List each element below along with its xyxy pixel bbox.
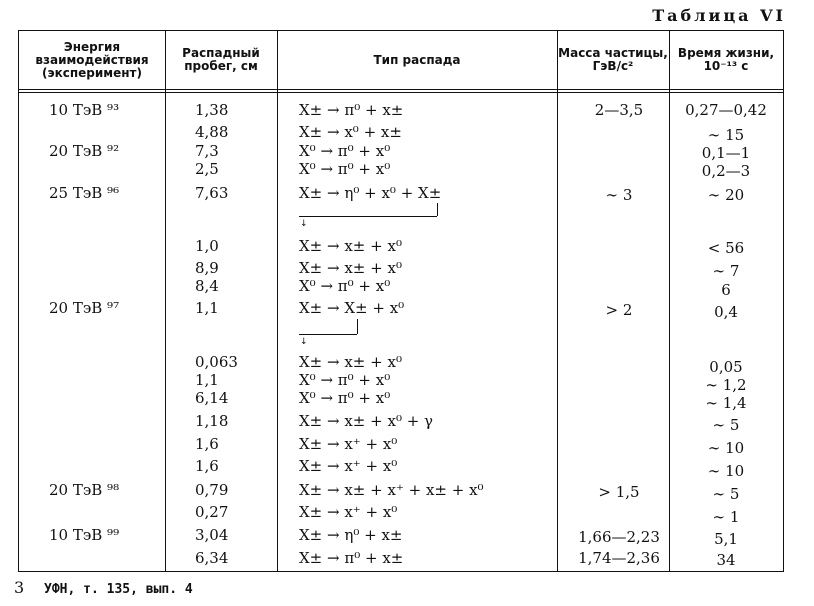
life-cell: ∼ 5: [712, 485, 740, 503]
mass-cell: 2—3,5: [594, 101, 644, 119]
header-life: Время жизни, 10⁻¹³ с: [677, 46, 775, 73]
decay-type-cell: X± → x⁺ + x⁰: [299, 503, 398, 521]
range-cell: 7,63: [195, 184, 229, 202]
mass-cell: ∼ 3: [605, 186, 633, 204]
life-cell: ∼ 15: [707, 126, 745, 144]
decay-type-cell: X⁰ → π⁰ + x⁰: [299, 277, 391, 295]
decay-type-cell: X± → x⁰ + x±: [299, 123, 402, 141]
range-cell: 0,79: [195, 481, 229, 499]
life-cell: < 56: [707, 239, 745, 257]
range-cell: 2,5: [195, 160, 219, 178]
life-cell: ∼ 10: [707, 462, 745, 480]
life-cell: ∼ 7: [712, 262, 740, 280]
decay-link-bracket: [299, 216, 437, 217]
header-range: Распадный пробег, см: [182, 46, 260, 73]
down-arrow-icon: ↓: [300, 337, 308, 347]
decay-type-cell: X± → x± + x⁰: [299, 237, 402, 255]
decay-link-bracket: [299, 334, 357, 335]
life-cell: ∼ 1: [712, 508, 740, 526]
column-divider: [165, 31, 166, 571]
life-cell: 0,05: [709, 358, 743, 376]
life-cell: 6: [721, 281, 731, 299]
journal-reference: УФН, т. 135, вып. 4: [44, 582, 193, 597]
range-cell: 8,9: [195, 259, 219, 277]
decay-type-cell: X⁰ → π⁰ + x⁰: [299, 160, 391, 178]
energy-cell: 10 ТэВ ⁹⁹: [49, 526, 120, 544]
range-cell: 1,6: [195, 457, 219, 475]
life-cell: 0,4: [714, 303, 738, 321]
energy-cell: 10 ТэВ ⁹³: [49, 101, 120, 119]
header-mass: Масса частицы, ГэВ/с²: [558, 46, 668, 73]
life-cell: ∼ 1,4: [705, 394, 747, 412]
range-cell: 1,1: [195, 299, 219, 317]
range-cell: 1,6: [195, 435, 219, 453]
decay-type-cell: X⁰ → π⁰ + x⁰: [299, 142, 391, 160]
page-footer: [14, 578, 193, 597]
page-number: 3: [14, 578, 25, 597]
header-divider: [19, 92, 783, 93]
life-cell: ∼ 5: [712, 416, 740, 434]
mass-cell: 1,74—2,36: [578, 549, 660, 567]
decay-table: [18, 30, 784, 572]
decay-type-cell: X⁰ → π⁰ + x⁰: [299, 371, 391, 389]
decay-type-cell: X± → π⁰ + x±: [299, 549, 404, 567]
range-cell: 0,27: [195, 503, 229, 521]
table-caption: Таблица VI: [652, 6, 786, 25]
column-divider: [277, 31, 278, 571]
energy-cell: 25 ТэВ ⁹⁶: [49, 184, 120, 202]
life-cell: 0,1—1: [701, 144, 751, 162]
energy-cell: 20 ТэВ ⁹⁸: [49, 481, 120, 499]
decay-type-cell: X± → π⁰ + x±: [299, 101, 404, 119]
range-cell: 1,38: [195, 101, 229, 119]
range-cell: 1,18: [195, 412, 229, 430]
header-energy: Энергия взаимодействия (эксперимент): [35, 39, 149, 80]
range-cell: 1,0: [195, 237, 219, 255]
header-type: Тип распада: [373, 52, 461, 67]
life-cell: 0,27—0,42: [685, 101, 767, 119]
life-cell: 5,1: [714, 530, 738, 548]
life-cell: 0,2—3: [701, 162, 751, 180]
mass-cell: > 1,5: [598, 483, 640, 501]
decay-link-bracket: [357, 319, 358, 334]
decay-link-bracket: [437, 203, 438, 216]
life-cell: ∼ 1,2: [705, 376, 747, 394]
range-cell: 4,88: [195, 123, 229, 141]
decay-type-cell: X± → X± + x⁰: [299, 299, 405, 317]
life-cell: ∼ 20: [707, 186, 745, 204]
decay-type-cell: X⁰ → π⁰ + x⁰: [299, 389, 391, 407]
header-divider: [19, 89, 783, 90]
down-arrow-icon: ↓: [300, 219, 308, 229]
decay-type-cell: X± → x± + x⁰ + γ: [299, 412, 434, 430]
decay-type-cell: X± → x± + x⁰: [299, 353, 402, 371]
energy-cell: 20 ТэВ ⁹²: [49, 142, 120, 160]
mass-cell: 1,66—2,23: [578, 528, 660, 546]
life-cell: 34: [716, 551, 736, 569]
decay-type-cell: X± → x± + x⁰: [299, 259, 402, 277]
decay-type-cell: X± → x⁺ + x⁰: [299, 435, 398, 453]
range-cell: 0,063: [195, 353, 238, 371]
range-cell: 6,14: [195, 389, 229, 407]
decay-type-cell: X± → η⁰ + x⁰ + X±: [299, 184, 442, 202]
range-cell: 6,34: [195, 549, 229, 567]
decay-type-cell: X± → x⁺ + x⁰: [299, 457, 398, 475]
life-cell: ∼ 10: [707, 439, 745, 457]
range-cell: 7,3: [195, 142, 219, 160]
column-divider: [557, 31, 558, 571]
decay-type-cell: X± → η⁰ + x±: [299, 526, 403, 544]
mass-cell: > 2: [605, 301, 633, 319]
range-cell: 3,04: [195, 526, 229, 544]
energy-cell: 20 ТэВ ⁹⁷: [49, 299, 120, 317]
range-cell: 1,1: [195, 371, 219, 389]
range-cell: 8,4: [195, 277, 219, 295]
decay-type-cell: X± → x± + x⁺ + x± + x⁰: [299, 481, 484, 499]
